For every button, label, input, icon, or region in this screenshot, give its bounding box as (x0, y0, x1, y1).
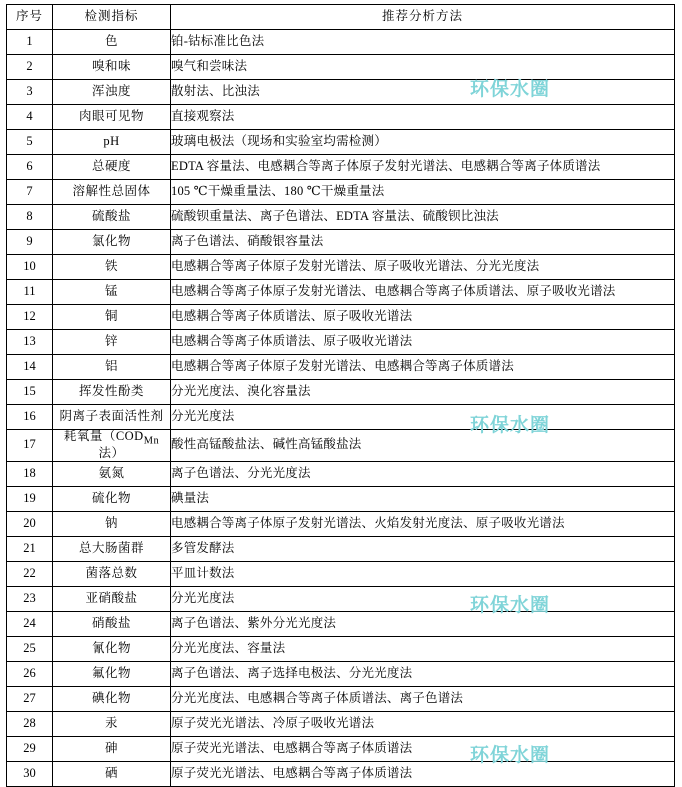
row-item: 阴离子表面活性剂 (53, 405, 171, 430)
row-index: 3 (7, 80, 53, 105)
row-item: 氨氮 (53, 461, 171, 486)
analysis-methods-table (6, 4, 675, 787)
row-index: 8 (7, 205, 53, 230)
table-row (7, 155, 675, 180)
row-index: 28 (7, 711, 53, 736)
row-item: 氯化物 (53, 230, 171, 255)
row-method: 分光光度法、溴化容量法 (171, 380, 675, 405)
row-item: 硫酸盐 (53, 205, 171, 230)
row-item: 浑浊度 (53, 80, 171, 105)
row-index: 2 (7, 55, 53, 80)
row-method: 酸性高锰酸盐法、碱性高锰酸盐法 (171, 430, 675, 462)
row-method: 分光光度法 (171, 586, 675, 611)
watermark: 环保水圈 (470, 78, 551, 100)
row-index: 27 (7, 686, 53, 711)
row-item: 肉眼可见物 (53, 105, 171, 130)
row-index: 7 (7, 180, 53, 205)
row-index: 22 (7, 561, 53, 586)
row-method: 原子荧光光谱法、冷原子吸收光谱法 (171, 711, 675, 736)
table-row (7, 405, 675, 430)
table-row (7, 80, 675, 105)
document-page (0, 4, 682, 786)
watermark: 环保水圈 (470, 414, 551, 436)
row-item: 氰化物 (53, 636, 171, 661)
row-item: 碘化物 (53, 686, 171, 711)
row-index: 15 (7, 380, 53, 405)
row-index: 19 (7, 486, 53, 511)
row-index: 20 (7, 511, 53, 536)
row-item: 硫化物 (53, 486, 171, 511)
watermark: 环保水圈 (470, 594, 551, 616)
row-index: 9 (7, 230, 53, 255)
row-index: 24 (7, 611, 53, 636)
row-item: 菌落总数 (53, 561, 171, 586)
row-index: 4 (7, 105, 53, 130)
row-index: 17 (7, 430, 53, 462)
table-row (7, 280, 675, 305)
row-item: 总大肠菌群 (53, 536, 171, 561)
table-row (7, 255, 675, 280)
table-row (7, 661, 675, 686)
table-row (7, 130, 675, 155)
row-index: 13 (7, 330, 53, 355)
row-item: 砷 (53, 736, 171, 761)
row-method: 电感耦合等离子体原子发射光谱法、原子吸收光谱法、分光光度法 (171, 255, 675, 280)
row-item: 溶解性总固体 (53, 180, 171, 205)
row-method: 电感耦合等离子体质谱法、原子吸收光谱法 (171, 330, 675, 355)
row-item: 锰 (53, 280, 171, 305)
table-row (7, 636, 675, 661)
table-row (7, 330, 675, 355)
table-row (7, 711, 675, 736)
row-index: 26 (7, 661, 53, 686)
table-row (7, 230, 675, 255)
table-row (7, 461, 675, 486)
row-method: 嗅气和尝味法 (171, 55, 675, 80)
row-item: 色 (53, 30, 171, 55)
table-row (7, 55, 675, 80)
row-index: 30 (7, 761, 53, 786)
table-row (7, 511, 675, 536)
row-item: 嗅和味 (53, 55, 171, 80)
row-item: 硝酸盐 (53, 611, 171, 636)
row-method: 散射法、比浊法 (171, 80, 675, 105)
row-index: 10 (7, 255, 53, 280)
row-method: 电感耦合等离子体原子发射光谱法、火焰发射光度法、原子吸收光谱法 (171, 511, 675, 536)
header-method: 推荐分析方法 (171, 5, 675, 30)
row-index: 5 (7, 130, 53, 155)
row-method: 平皿计数法 (171, 561, 675, 586)
row-item: 硒 (53, 761, 171, 786)
row-method: 原子荧光光谱法、电感耦合等离子体质谱法 (171, 736, 675, 761)
table-row (7, 561, 675, 586)
table-row (7, 105, 675, 130)
row-item: 汞 (53, 711, 171, 736)
table-row (7, 736, 675, 761)
row-index: 14 (7, 355, 53, 380)
row-index: 23 (7, 586, 53, 611)
row-method: 离子色谱法、紫外分光光度法 (171, 611, 675, 636)
row-index: 6 (7, 155, 53, 180)
row-item: 铝 (53, 355, 171, 380)
row-method: 原子荧光光谱法、电感耦合等离子体质谱法 (171, 761, 675, 786)
table-body (7, 5, 675, 787)
row-method: 105 ℃干燥重量法、180 ℃干燥重量法 (171, 180, 675, 205)
row-item: 挥发性酚类 (53, 380, 171, 405)
row-item: 钠 (53, 511, 171, 536)
table-row (7, 380, 675, 405)
row-index: 1 (7, 30, 53, 55)
row-method: 直接观察法 (171, 105, 675, 130)
table-row (7, 536, 675, 561)
row-method: 离子色谱法、离子选择电极法、分光光度法 (171, 661, 675, 686)
row-method: 硫酸钡重量法、离子色谱法、EDTA 容量法、硫酸钡比浊法 (171, 205, 675, 230)
row-method: 离子色谱法、硝酸银容量法 (171, 230, 675, 255)
row-method: 电感耦合等离子体原子发射光谱法、电感耦合等离子体质谱法 (171, 355, 675, 380)
row-index: 16 (7, 405, 53, 430)
row-item: 铜 (53, 305, 171, 330)
row-index: 25 (7, 636, 53, 661)
header-index: 序号 (7, 5, 53, 30)
row-index: 12 (7, 305, 53, 330)
row-method: 分光光度法 (171, 405, 675, 430)
table-row (7, 586, 675, 611)
table-row (7, 686, 675, 711)
row-method: EDTA 容量法、电感耦合等离子体原子发射光谱法、电感耦合等离子体质谱法 (171, 155, 675, 180)
table-row (7, 30, 675, 55)
row-item: 锌 (53, 330, 171, 355)
row-method: 电感耦合等离子体质谱法、原子吸收光谱法 (171, 305, 675, 330)
row-index: 11 (7, 280, 53, 305)
row-item: 亚硝酸盐 (53, 586, 171, 611)
row-item: 氟化物 (53, 661, 171, 686)
table-row (7, 430, 675, 462)
row-index: 18 (7, 461, 53, 486)
row-item: 总硬度 (53, 155, 171, 180)
row-method: 电感耦合等离子体原子发射光谱法、电感耦合等离子体质谱法、原子吸收光谱法 (171, 280, 675, 305)
row-method: 离子色谱法、分光光度法 (171, 461, 675, 486)
row-method: 分光光度法、电感耦合等离子体质谱法、离子色谱法 (171, 686, 675, 711)
header-item: 检测指标 (53, 5, 171, 30)
table-row (7, 305, 675, 330)
table-row (7, 611, 675, 636)
row-method: 碘量法 (171, 486, 675, 511)
table-row (7, 761, 675, 786)
row-index: 21 (7, 536, 53, 561)
row-item: 铁 (53, 255, 171, 280)
row-method: 铂-钴标准比色法 (171, 30, 675, 55)
table-row (7, 486, 675, 511)
row-method: 玻璃电极法（现场和实验室均需检测） (171, 130, 675, 155)
table-header-row (7, 5, 675, 30)
table-row (7, 180, 675, 205)
row-method: 分光光度法、容量法 (171, 636, 675, 661)
table-row (7, 355, 675, 380)
row-method: 多管发酵法 (171, 536, 675, 561)
row-item: 耗氧量（$COD_{Mn}$法） (53, 430, 171, 462)
watermark: 环保水圈 (470, 744, 551, 766)
row-index: 29 (7, 736, 53, 761)
row-item: pH (53, 130, 171, 155)
table-row (7, 205, 675, 230)
